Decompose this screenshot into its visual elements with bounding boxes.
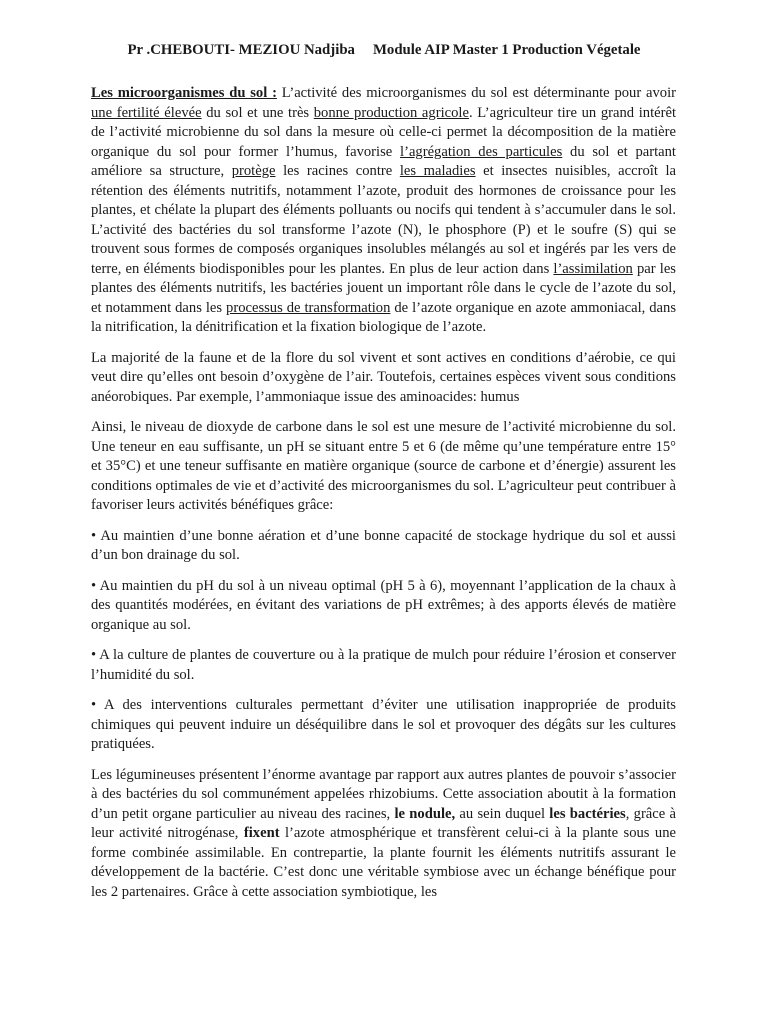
- bold-term: les bactéries: [549, 805, 626, 822]
- text-run: Les légumineuses présentent l’énorme avantage par rapport aux autres plantes de pouvoir s’associer à des bactéries du sol communément appelées rhizobiums. Cette association aboutit à la formation d’un petit organe particulier au niveau des racines,: [91, 766, 676, 822]
- underlined-term: les maladies: [399, 163, 476, 179]
- paragraph-legumineuses: [91, 766, 676, 903]
- underlined-term: l’agrégation des particules: [400, 143, 563, 160]
- text-run: au sein duquel: [455, 805, 550, 822]
- header-author: Pr .CHEBOUTI- MEZIOU Nadjiba: [127, 42, 355, 58]
- section-heading: Les microorganismes du sol :: [91, 85, 277, 101]
- underlined-term: processus de transformation: [226, 299, 391, 316]
- text-run: L’activité des microorganismes du sol est déterminante pour avoir: [276, 85, 676, 101]
- paragraph-dioxyde-carbone: Ainsi, le niveau de dioxyde de carbone dans le sol est une mesure de l’activité microbienne du sol. Une teneur en eau suffisante, un pH se situant entre 5 et 6 (de même qu’une température entre 15° et 35°C) et une teneur suffisante en matière organique (source de carbone et d’énergie) assurent les conditions optimales de vie et d’activité des microorganismes du sol. L’agriculteur peut contribuer à favoriser leurs activités bénéfiques grâce:: [91, 419, 676, 513]
- bullet-item: • Au maintien du pH du sol à un niveau optimal (pH 5 à 6), moyennant l’application de la chaux à des quantités modérées, en évitant des variations de pH extrêmes; à des apports élevés de matière organique au sol.: [91, 577, 676, 633]
- example-note: Par exemple, l’ammoniaque issue des aminoacides: humus: [176, 388, 520, 405]
- text-run: les racines contre: [275, 163, 400, 179]
- text-run: par les plantes des éléments nutritifs, les bactéries jouent un important rôle dans le cycle de l’azote du sol, et notamment dans les: [91, 260, 676, 316]
- bullet-item: • A la culture de plantes de couverture ou à la pratique de mulch pour réduire l’érosion et conserver l’humidité du sol.: [91, 647, 676, 683]
- text-run: l’azote atmosphérique et transfèrent celui-ci à la plante sous une forme combinée assimilable. En contrepartie, la plante fournit les éléments nutritifs assurant le développement de la bactérie. C’est donc une véritable symbiose avec un échange bénéfique pour les 2 partenaires. Grâce à cette association symbiotique, les: [91, 825, 676, 900]
- underlined-term: bonne production agricole: [313, 104, 469, 121]
- text-run: de l’azote organique en azote ammoniacal, dans la nitrification, la dénitrification et la fixation biologique de l’azote.: [91, 299, 677, 335]
- bold-term: fixent: [243, 825, 280, 841]
- paragraph-microorganismes: [91, 84, 676, 338]
- bullet-item: • A des interventions culturales permettant d’éviter une utilisation inappropriée de produits chimiques qui peuvent induire un déséquilibre dans le sol et provoquer des dégâts sur les cultures pratiquées.: [91, 697, 676, 752]
- paragraph-aerobie: [91, 349, 676, 408]
- text-run: du sol et une très: [201, 104, 314, 121]
- document-body: [91, 84, 676, 913]
- bullet-item: • Au maintien d’une bonne aération et d’une bonne capacité de stockage hydrique du sol et aussi d’un bon drainage du sol.: [91, 527, 676, 563]
- underlined-term: une fertilité élevée: [91, 104, 202, 121]
- header-module: Module AIP Master 1 Production Végetale: [372, 42, 641, 58]
- text-run: , grâce à leur activité nitrogénase,: [91, 805, 677, 841]
- underlined-term: protège: [231, 163, 276, 179]
- text-run: La majorité de la faune et de la flore du sol vivent et sont actives en conditions d’aérobie, ce qui veut dire qu’elles ont besoin d’oxygène de l’air. Toutefois, certaines espèces vivent sous conditions anéorobiques.: [91, 349, 676, 405]
- text-run: du sol et partant améliore sa structure,: [91, 143, 676, 179]
- page-header: [0, 40, 768, 60]
- text-run: . L’agriculteur tire un grand intérêt de l’activité microbienne du sol dans la mesure où celle-ci permet la décomposition de la matière organique du sol pour former l’humus, favorise: [91, 104, 676, 160]
- bold-term: le nodule,: [394, 805, 456, 822]
- text-run: et insectes nuisibles, accroît la rétention des éléments nutritifs, notamment l’azote, produit des hormones de croissance pour les plantes, et chélate la plupart des éléments polluants ou nocifs qui tendent à s’accumuler dans le sol. L’activité des bactéries du sol transforme l’azote (N), le phosphore (P) et le soufre (S) qui se trouvent sous formes de composés organiques insolubles mélangés au sol et ingérés par les vers de terre, en éléments biodisponibles pour les plantes. En plus de leur action dans: [91, 163, 677, 277]
- underlined-term: l’assimilation: [553, 260, 633, 277]
